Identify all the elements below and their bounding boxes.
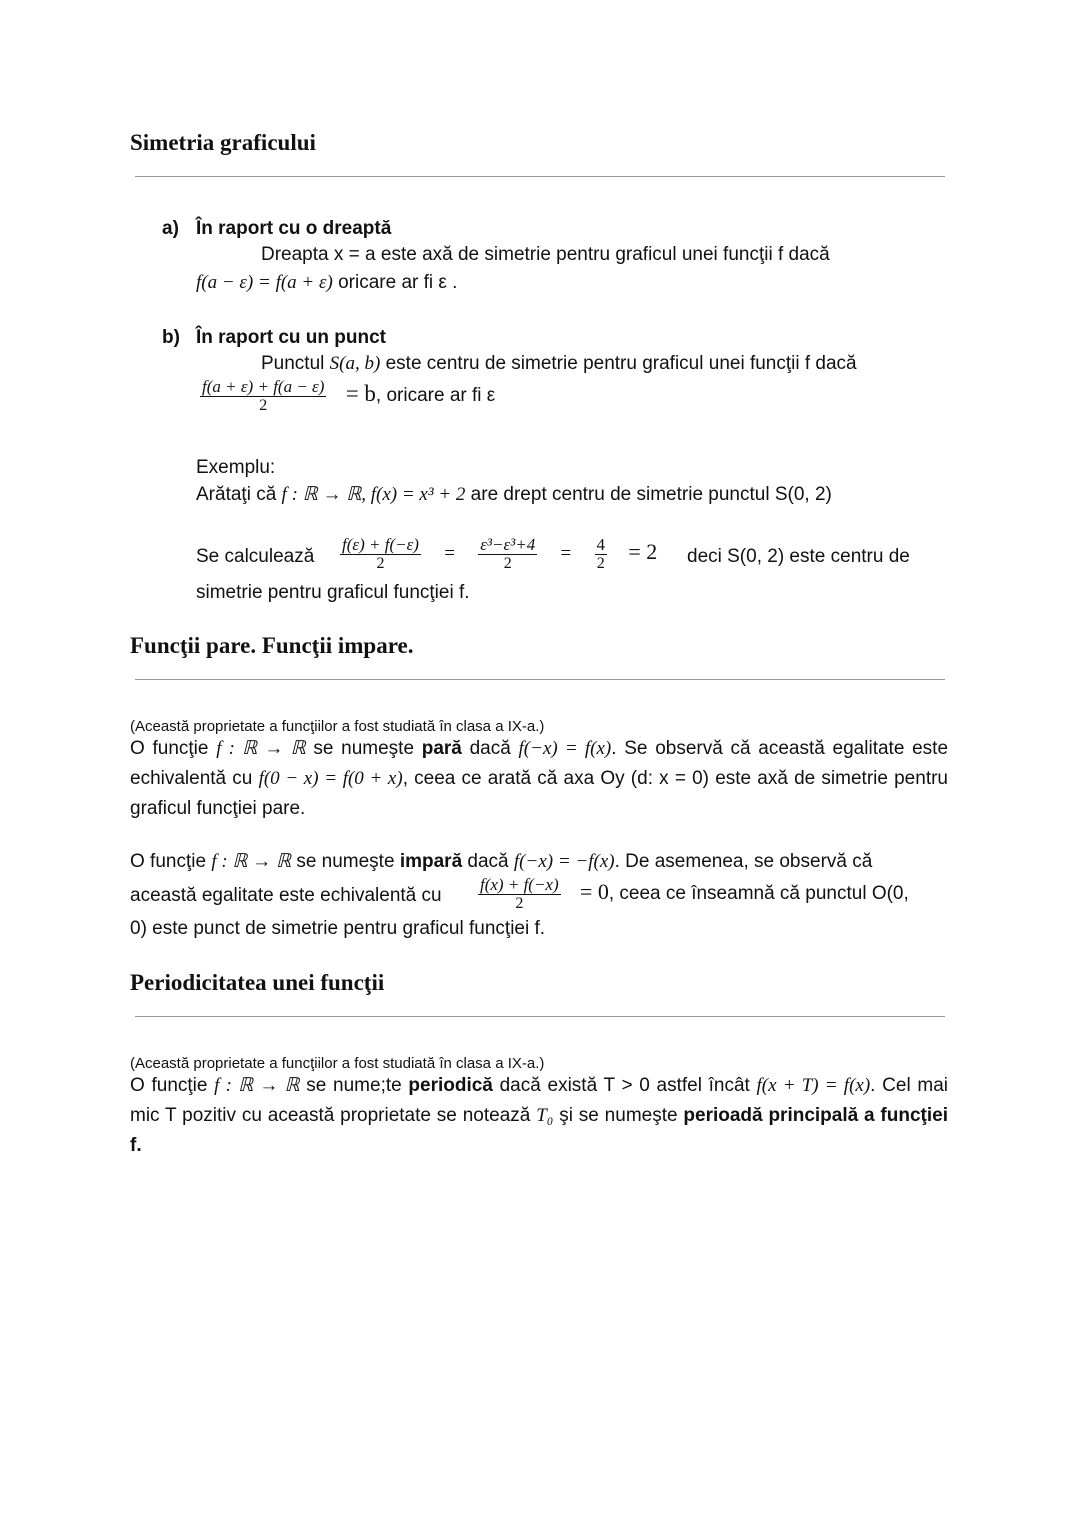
odd-line-1	[130, 850, 872, 873]
paragraph-even-function	[130, 734, 948, 824]
fraction-numerator: f(x) + f(−x)	[480, 875, 559, 894]
fraction-calc-3	[595, 536, 608, 572]
text: O funcţie	[130, 738, 209, 759]
equals-sign: =	[444, 543, 455, 565]
fraction-calc-2	[478, 536, 537, 572]
equals-sign: =	[560, 543, 572, 565]
text: O funcţie	[130, 1075, 208, 1096]
term-periodic: periodică	[408, 1075, 493, 1096]
fraction-numerator: f(ε) + f(−ε)	[342, 535, 419, 554]
formula-function-domain: f : ℝ → ℝ	[214, 1075, 300, 1096]
formula-t0: T₀	[536, 1105, 554, 1126]
odd-line-2-formula	[478, 876, 909, 912]
fraction-denominator: 2	[515, 895, 524, 912]
calc-prefix: Se calculează	[196, 546, 315, 567]
subheading-line: În raport cu o dreaptă	[196, 218, 392, 239]
paragraph-periodic-function	[130, 1071, 948, 1161]
item-label-a: a)	[162, 218, 179, 239]
fraction-denominator: 2	[259, 397, 268, 414]
formula-odd-condition: f(−x) = −f(x)	[513, 851, 615, 872]
text-punctul: Punctul	[261, 353, 325, 374]
text-point-def: este centru de simetrie pentru graficul unei funcţii f dacă	[385, 353, 857, 374]
text: . Se observă că această egalitate este echivalentă cu	[130, 738, 949, 789]
fraction-denominator: 2	[503, 555, 512, 572]
formula-function-domain: f : ℝ → ℝ	[216, 738, 306, 759]
text: se nume;te	[306, 1075, 402, 1096]
calc-expression	[340, 536, 657, 572]
calc-result: = 2	[628, 539, 658, 565]
fraction-calc-1	[340, 536, 421, 572]
formula-periodic-condition: f(x + T) = f(x)	[756, 1075, 871, 1096]
text: . De asemenea, se observă că	[614, 851, 873, 872]
text-aratati: Arătaţi că	[196, 484, 277, 505]
line-axis-definition: Dreapta x = a este axă de simetrie pentru graficul unei funcţii f dacă	[261, 244, 830, 265]
item-label-b: b)	[162, 327, 180, 348]
text: , ceea ce arată că axa Oy (d: x = 0) este axă de simetrie pentru graficul funcţiei pare.	[130, 768, 948, 819]
text: se numeşte	[296, 851, 395, 872]
section-divider	[135, 679, 945, 680]
section-title-symmetry: Simetria graficului	[130, 130, 316, 155]
text: şi se numeşte	[559, 1105, 678, 1126]
text: dacă	[469, 738, 511, 759]
text: , ceea ce înseamnă că punctul O(0,	[608, 883, 909, 905]
example-label: Exemplu:	[196, 457, 276, 478]
section-divider	[135, 1016, 945, 1017]
odd-line-2-prefix: această egalitate este echivalentă cu	[130, 885, 442, 906]
formula-point-s: S(a, b)	[329, 353, 381, 374]
text: . Cel mai mic T pozitiv cu această proprietate se notează	[130, 1075, 948, 1126]
formula-even-condition: f(−x) = f(x)	[518, 738, 612, 759]
fraction-denominator: 2	[596, 555, 605, 572]
formula-axis: f(a − ε) = f(a + ε)	[196, 272, 333, 293]
line-point-definition	[261, 353, 857, 375]
formula-example-function: f : ℝ → ℝ, f(x) = x³ + 2	[281, 484, 466, 505]
line-axis-condition	[196, 272, 457, 294]
fraction-numerator: ε³−ε³+4	[480, 535, 536, 554]
fraction-numerator: 4	[596, 535, 606, 554]
axis-tail: oricare ar fi ε .	[338, 272, 458, 293]
formula-even-equivalent: f(0 − x) = f(0 + x)	[258, 768, 403, 789]
text: dacă	[467, 851, 509, 872]
equals-zero: = 0	[579, 879, 609, 905]
example-statement	[196, 483, 832, 506]
term-principal-period: perioadă principală a funcţiei f	[130, 1105, 948, 1156]
fraction-denominator: 2	[376, 555, 385, 572]
odd-line-3: 0) este punct de simetrie pentru graficul funcţiei f.	[130, 918, 546, 939]
section-title-periodicity: Periodicitatea unei funcţii	[130, 970, 385, 995]
fraction-point	[200, 378, 326, 414]
equals-b: = b	[345, 381, 376, 407]
formula-function-domain: f : ℝ → ℝ	[211, 851, 292, 872]
point-tail: , oricare ar fi ε	[375, 385, 496, 407]
subheading-point: În raport cu un punct	[196, 327, 386, 348]
text: O funcţie	[130, 851, 207, 872]
note-parity: (Această proprietate a funcţiilor a fost studiată în clasa a IX-a.)	[130, 718, 545, 735]
calc-line-2: simetrie pentru graficul funcţiei f.	[196, 582, 470, 603]
term-even: pară	[421, 738, 462, 759]
term-odd: impară	[399, 851, 463, 872]
text: .	[136, 1135, 142, 1156]
calc-suffix: deci S(0, 2) este centru de	[687, 546, 910, 567]
text-example-tail: are drept centru de simetrie punctul S(0, 2)	[470, 484, 832, 505]
fraction-numerator: f(a + ε) + f(a − ε)	[202, 377, 325, 396]
text: dacă există T > 0 astfel încât	[499, 1075, 750, 1096]
section-title-parity: Funcţii pare. Funcţii impare.	[130, 633, 414, 658]
fraction-odd	[478, 876, 561, 912]
line-point-condition	[200, 378, 495, 414]
note-periodicity: (Această proprietate a funcţiilor a fost studiată în clasa a IX-a.)	[130, 1055, 545, 1072]
section-divider	[135, 176, 945, 177]
text: se numeşte	[313, 738, 415, 759]
